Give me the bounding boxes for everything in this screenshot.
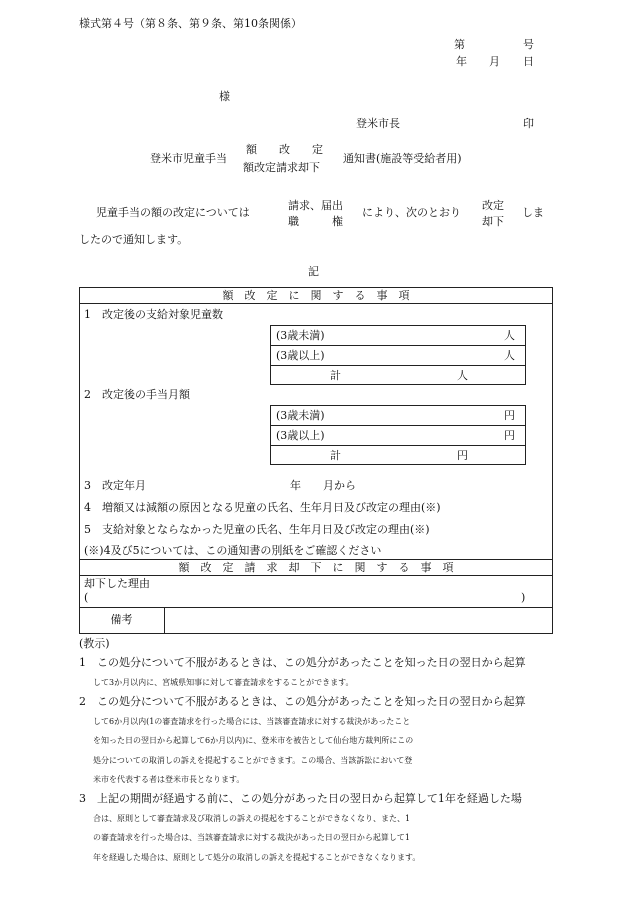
amount-over3-unit: 円: [504, 429, 515, 442]
item3-label: 3 改定年月: [84, 479, 146, 492]
children-over3-unit: 人: [504, 349, 515, 362]
divider: [79, 303, 553, 304]
children-under3-unit: 人: [504, 329, 515, 342]
rejection-reason-label: 却下した理由: [84, 577, 150, 590]
divider: [270, 445, 526, 446]
amount-under3-unit: 円: [504, 409, 515, 422]
instruction-line: の審査請求を行った場合は、当該審査請求に対する裁決があった日の翌日から起算して1: [93, 833, 411, 842]
item4-label: 4 増額又は減額の原因となる児童の氏名、生年月日及び改定の理由(※): [84, 501, 441, 514]
instruction-line: して3か月以内に、宮城県知事に対して審査請求をすることができます。: [93, 677, 354, 687]
children-under3-label: (3歳未満): [276, 329, 325, 342]
doc-no-suffix: 号: [523, 38, 534, 51]
intro-opt1-top: 請求、届出: [288, 199, 343, 212]
item5-label: 5 支給対象とならなかった児童の氏名、生年月日及び改定の理由(※): [84, 523, 430, 536]
children-total-label: 計: [330, 369, 341, 382]
amount-over3-label: (3歳以上): [276, 429, 325, 442]
instruction-line: を知った日の翌日から起算して6か月以内)に、登米市を被告として仙台地方裁判所にこの: [93, 736, 414, 745]
remarks-label: 備考: [110, 613, 133, 626]
title-suffix: 通知書(施設等受給者用): [343, 152, 462, 165]
recipient-suffix: 様: [219, 90, 230, 103]
amount-total-unit: 円: [457, 449, 468, 462]
intro-opt1-bottom: 職 権: [288, 215, 343, 228]
date-month: 月: [489, 55, 500, 68]
intro-opt2-bottom: 却下: [482, 215, 504, 228]
divider: [270, 365, 526, 366]
children-total-unit: 人: [457, 369, 468, 382]
children-over3-label: (3歳以上): [276, 349, 325, 362]
item1-label: 1 改定後の支給対象児童数: [84, 308, 223, 321]
intro-part3: しま: [522, 206, 544, 219]
item3-value: 年 月から: [290, 479, 356, 492]
instruction-item-2: [79, 692, 553, 790]
title-choice-top: 額 改 定: [246, 143, 323, 156]
divider: [270, 345, 526, 346]
instruction-line: して6か月以内(1の審査請求を行った場合には、当該審査請求に対する裁決があったこと: [93, 716, 411, 726]
section2-header: 額 改 定 請 求 却 下 に 関 す る 事 項: [178, 561, 454, 574]
instructions-heading: (教示): [79, 637, 110, 650]
instruction-line: 2 この処分について不服があるときは、この処分があったことを知った日の翌日から起算: [79, 695, 526, 708]
divider: [79, 607, 553, 608]
doc-no-label: 第: [454, 38, 465, 51]
ki-label: 記: [308, 265, 319, 278]
intro-part1: 児童手当の額の改定については: [96, 206, 250, 219]
instruction-line: 処分についての取消しの訴えを提起することができます。この場合、当該訴訟において登: [93, 755, 413, 765]
instruction-line: 3 上記の期間が経過する前に、この処分があった日の翌日から起算して1年を経過した場: [79, 792, 522, 805]
title-prefix: 登米市児童手当: [150, 152, 227, 165]
intro-opt2-top: 改定: [482, 199, 504, 212]
instruction-line: 米市を代表する者は登米市長となります。: [93, 775, 245, 784]
date-day: 日: [523, 55, 534, 68]
intro-part2: により、次のとおり: [362, 206, 461, 219]
divider: [79, 575, 553, 576]
paren-open: (: [84, 591, 89, 604]
note-text: (※)4及び5については、この通知書の別紙をご確認ください: [84, 544, 382, 557]
issuer-name: 登米市長: [356, 117, 400, 130]
instruction-line: 年を経過した場合は、原則として処分の取消しの訴えを提起することができなくなります。: [93, 852, 421, 862]
divider: [164, 607, 165, 634]
instruction-item-3: [79, 789, 553, 867]
amount-total-label: 計: [330, 449, 341, 462]
paren-close: ): [521, 591, 526, 604]
divider: [79, 559, 553, 560]
divider: [270, 425, 526, 426]
intro-line2: したので通知します。: [79, 233, 189, 246]
item2-label: 2 改定後の手当月額: [84, 388, 190, 401]
instruction-line: 合は、原則として審査請求及び取消しの訴えの提起をすることができなくなり、また、1: [93, 813, 411, 823]
form-number: 様式第４号（第８条、第９条、第10条関係）: [79, 17, 302, 30]
seal-mark: 印: [523, 117, 534, 130]
instruction-item-1: [79, 653, 553, 692]
title-choice-bottom: 額改定請求却下: [243, 161, 320, 174]
section1-header: 額 改 定 に 関 す る 事 項: [222, 289, 410, 302]
date-year: 年: [456, 55, 467, 68]
instruction-line: 1 この処分について不服があるときは、この処分があったことを知った日の翌日から起算: [79, 656, 526, 669]
amount-under3-label: (3歳未満): [276, 409, 325, 422]
